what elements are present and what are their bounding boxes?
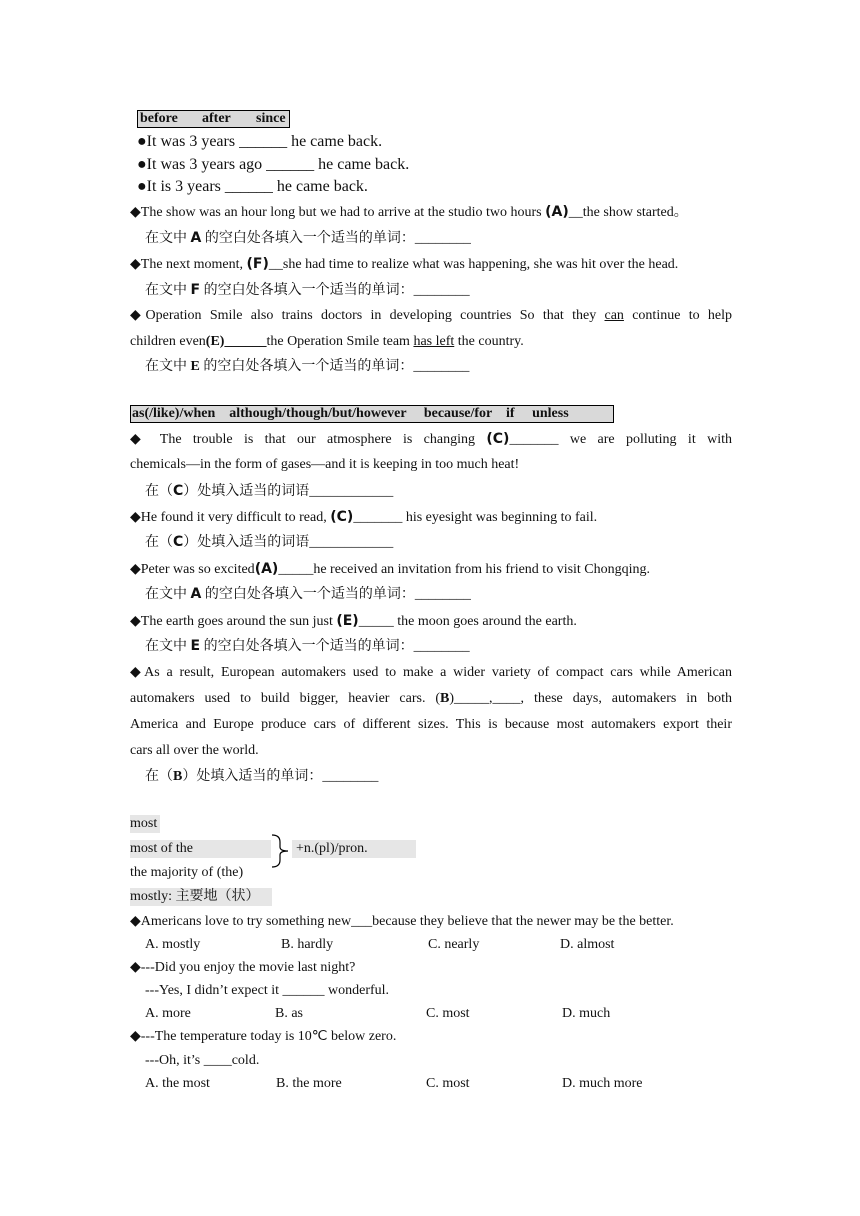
bullet-3: ●It is 3 years ______ he came back. — [137, 178, 368, 195]
mc2-option-c: C. most — [426, 1006, 470, 1021]
s1-question-2: ◆The next moment, (F)__she had time to realize what was happening, she was hit over the head. — [130, 256, 679, 272]
conjunction-box: as(/like)/when although/though/but/however because/for if unless — [130, 405, 614, 423]
item-majority: the majority of (the) — [130, 865, 244, 880]
mc2-question-line-2: ---Yes, I didn’t expect it ______ wonderful. — [145, 983, 390, 998]
s2-question-5-line-4: cars all over the world. — [130, 743, 259, 758]
mc1-option-b: B. hardly — [281, 937, 334, 952]
s2-question-1-line-2: chemicals—in the form of gases—and it is keeping in too much heat! — [130, 457, 520, 472]
mc3-option-a: A. the most — [145, 1076, 210, 1091]
bullet-1: ●It was 3 years ______ he came back. — [137, 133, 383, 150]
bullet-2: ●It was 3 years ago ______ he came back. — [137, 156, 410, 173]
s2-question-1-fill: 在（C）处填入适当的词语____________ — [145, 483, 394, 499]
mc2-option-a: A. more — [145, 1006, 191, 1021]
s2-question-5-line-2: automakers used to build bigger, heavier cars. (B)_____,____, these days, automakers in both — [130, 691, 732, 706]
word-since: since — [256, 111, 286, 126]
mc3-option-c: C. most — [426, 1076, 470, 1091]
s1-question-1-fill: 在文中 A 的空白处各填入一个适当的单词：________ — [145, 230, 471, 246]
word-box-before-after-since — [137, 110, 290, 128]
s2-question-4: ◆The earth goes around the sun just (E)_____ the moon goes around the earth. — [130, 613, 577, 629]
s1-question-3-line-1: ◆Operation Smile also trains doctors in developing countries So that they can continue to help — [130, 308, 732, 323]
mc2-option-d: D. much — [562, 1006, 611, 1021]
mc3-question-line-1: ◆---The temperature today is 10℃ below zero. — [130, 1029, 397, 1044]
s2-question-2: ◆He found it very difficult to read, (C)_______ his eyesight was beginning to fail. — [130, 509, 598, 525]
s2-question-3-fill: 在文中 A 的空白处各填入一个适当的单词：________ — [145, 586, 471, 602]
item-most-of-the: most of the — [130, 840, 271, 858]
mc3-question-line-2: ---Oh, it’s ____cold. — [145, 1053, 260, 1068]
s1-question-2-fill: 在文中 F 的空白处各填入一个适当的单词：________ — [145, 282, 470, 298]
s1-question-3-fill: 在文中 E 的空白处各填入一个适当的单词：________ — [145, 359, 470, 374]
s2-question-5-fill: 在（B）处填入适当的单词：________ — [145, 769, 379, 784]
mc3-option-d: D. much more — [562, 1076, 643, 1091]
brace-icon — [270, 834, 290, 868]
item-mostly: mostly: 主要地（状） — [130, 888, 272, 906]
s1-question-3-line-2: children even(E)______the Operation Smile team has left the country. — [130, 334, 524, 349]
mc1-option-a: A. mostly — [145, 937, 201, 952]
s2-question-5-line-1: ◆As a result, European automakers used to make a wider variety of compact cars while American — [130, 665, 732, 680]
s2-question-1-line-1: ◆ The trouble is that our atmosphere is changing (C)_______ we are polluting it with — [130, 431, 732, 447]
mc1-option-d: D. almost — [560, 937, 615, 952]
word-before: before — [140, 111, 178, 126]
mc2-option-b: B. as — [275, 1006, 303, 1021]
s2-question-2-fill: 在（C）处填入适当的词语____________ — [145, 534, 394, 550]
mc1-option-c: C. nearly — [428, 937, 480, 952]
mc1-question: ◆Americans love to try something new___because they believe that the newer may be the better. — [130, 914, 674, 929]
word-after: after — [202, 111, 231, 126]
s2-question-5-line-3: America and Europe produce cars of different sizes. This is because most automakers export their — [130, 717, 732, 732]
s2-question-3: ◆Peter was so excited(A)_____he received an invitation from his friend to visit Chongqing. — [130, 561, 651, 577]
item-most: most — [130, 815, 160, 833]
mc3-option-b: B. the more — [276, 1076, 342, 1091]
s2-question-4-fill: 在文中 E 的空白处各填入一个适当的单词：________ — [145, 638, 470, 654]
mc2-question-line-1: ◆---Did you enjoy the movie last night? — [130, 960, 356, 975]
s1-question-1: ◆The show was an hour long but we had to arrive at the studio two hours (A)__the show started。 — [130, 204, 688, 220]
brace-label: +n.(pl)/pron. — [292, 840, 416, 858]
